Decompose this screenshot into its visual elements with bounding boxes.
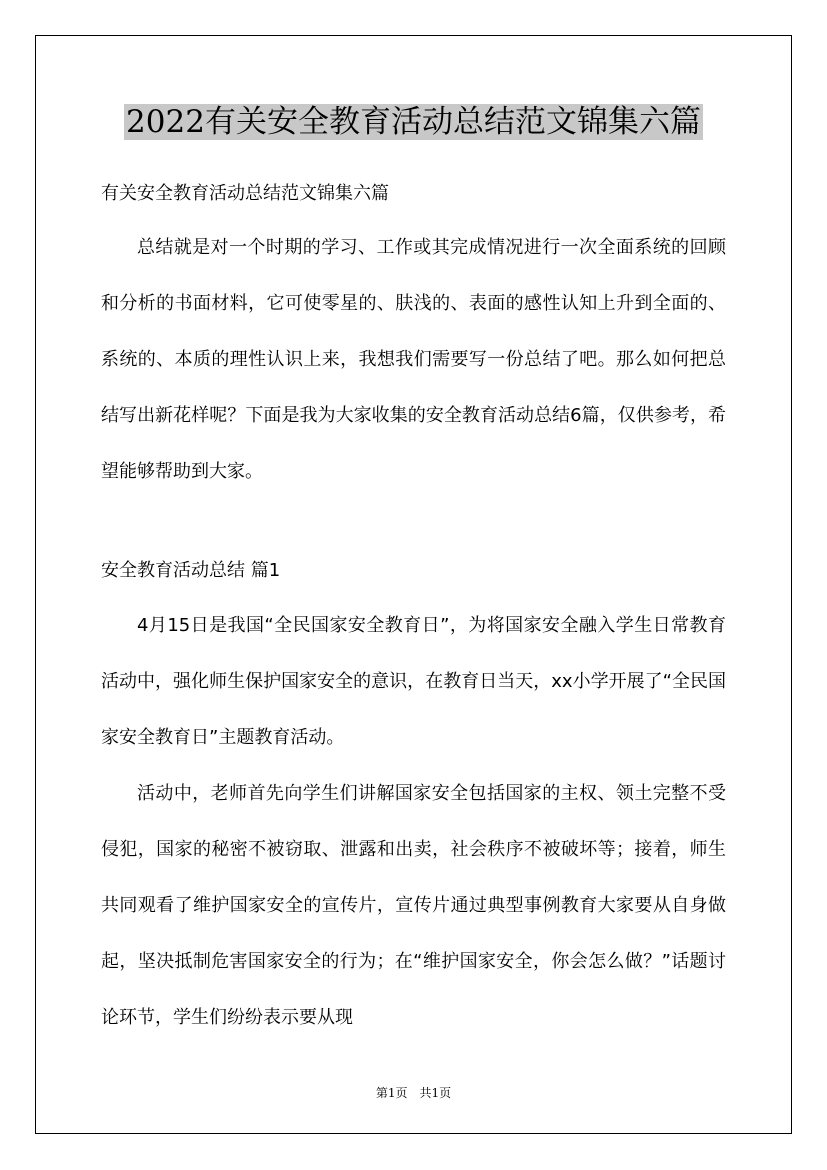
document-title: [0, 100, 827, 144]
section-paragraph-1: 4月15日是我国“全民国家安全教育日”，为将国家安全融入学生日常教育活动中，强化师生保护国家安全的意识，在教育日当天，xx小学开展了“全民国家安全教育日”主题教育活动。: [101, 615, 726, 748]
page-footer: [0, 1084, 827, 1101]
document-subtitle: 有关安全教育活动总结范文锦集六篇: [101, 183, 389, 204]
intro-paragraph: 总结就是对一个时期的学习、工作或其完成情况进行一次全面系统的回顾和分析的书面材料，它可使零星的、肤浅的、表面的感性认知上升到全面的、系统的、本质的理性认识上来，我想我们需要写一份总结了吧。那么如何把总结写出新花样呢？下面是我为大家收集的安全教育活动总结6篇，仅供参考，希望能够帮助到大家。: [101, 237, 726, 482]
section-paragraph-2: 活动中，老师首先向学生们讲解国家安全包括国家的主权、领土完整不受侵犯，国家的秘密不被窃取、泄露和出卖，社会秩序不被破坏等；接着，师生共同观看了维护国家安全的宣传片，宣传片通过典型事例教育大家要从自身做起，坚决抵制危害国家安全的行为；在“维护国家安全，你会怎么做？”话题讨论环节，学生们纷纷表示要从现: [101, 783, 726, 1028]
page-total: 共1页: [419, 1086, 452, 1100]
document-title-text: 2022有关安全教育活动总结范文锦集六篇: [126, 104, 701, 140]
page-number: 第1页: [375, 1086, 408, 1100]
section-heading: 安全教育活动总结 篇1: [101, 560, 281, 581]
